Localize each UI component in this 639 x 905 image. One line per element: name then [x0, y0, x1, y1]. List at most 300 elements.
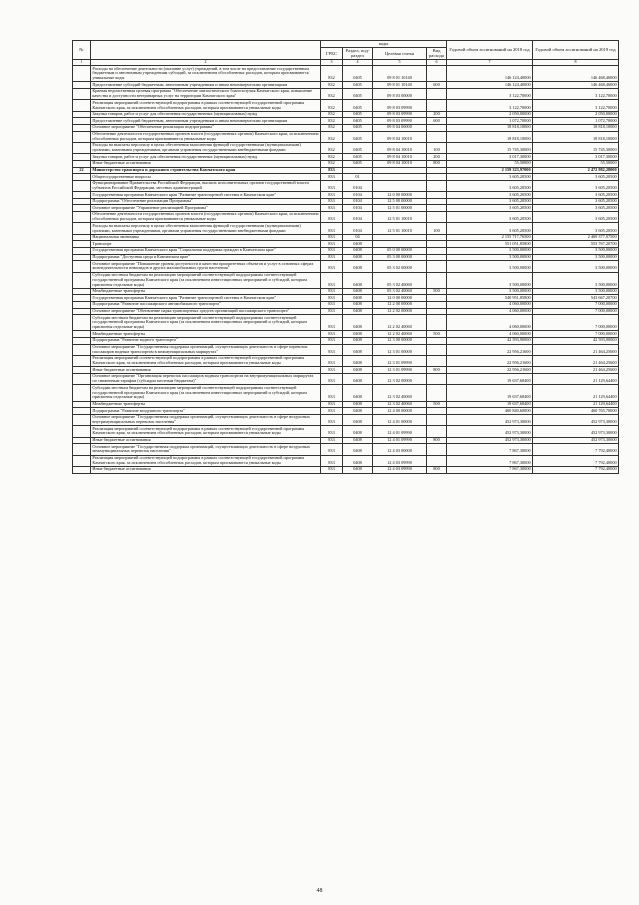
- header-2019: Годовой объем ассигнований на 2019 год: [533, 41, 619, 60]
- row-grbs: 833: [321, 261, 343, 272]
- row-2018: 4 060,00000: [447, 302, 533, 309]
- row-name: Основное мероприятие "Повышение уровня доступности и качества приоритетных объектов и услуг в основных сферах жизнедеятельности инвалидов и других маломобильных групп населения": [91, 261, 321, 272]
- table-row: [73, 356, 619, 367]
- row-tsel: 12 4 03 09990: [373, 467, 427, 474]
- row-2019: 21 129,64400: [533, 401, 619, 408]
- row-num: [73, 180, 91, 191]
- row-grbs: 833: [321, 212, 343, 223]
- table-row: [73, 414, 619, 425]
- row-grbs: 833: [321, 308, 343, 315]
- row-grbs: 833: [321, 455, 343, 466]
- table-row: [73, 426, 619, 437]
- table-row: [73, 308, 619, 315]
- row-grbs: 833: [321, 205, 343, 212]
- row-num: [73, 125, 91, 132]
- row-grbs: 833: [321, 401, 343, 408]
- row-2019: 7 000,00000: [533, 308, 619, 315]
- row-2019: 3 605,20500: [533, 205, 619, 212]
- row-tsel: 05 3 02 40060: [373, 272, 427, 288]
- row-razdel: 0408: [343, 288, 373, 295]
- row-num: [73, 198, 91, 205]
- row-num: [73, 414, 91, 425]
- row-tsel: 12 2 02 40060: [373, 331, 427, 338]
- row-razdel: 0405: [343, 154, 373, 161]
- row-grbs: 833: [321, 223, 343, 234]
- row-2019: 3 605,20500: [533, 192, 619, 199]
- row-vid: [427, 174, 447, 181]
- row-num: [73, 174, 91, 181]
- table-row: [73, 385, 619, 401]
- row-2019: 15 745,30000: [533, 143, 619, 154]
- row-vid: 600: [427, 118, 447, 125]
- row-vid: [427, 356, 447, 367]
- table-row: [73, 154, 619, 161]
- row-tsel: 12 4 03 00000: [373, 444, 427, 455]
- row-name: Закупка товаров, работ и услуг для обеспечения государственных (муниципальных) нужд: [91, 111, 321, 118]
- row-2019: 3 122,70000: [533, 89, 619, 100]
- table-row: [73, 192, 619, 199]
- row-2018: 3 122,70000: [447, 100, 533, 111]
- table-row: [73, 288, 619, 295]
- row-grbs: 833: [321, 408, 343, 415]
- row-name: Государственная программа Камчатского края "Социальная поддержка граждан в Камчатском крае": [91, 248, 321, 255]
- row-name: Предоставление субсидий бюджетным, автономным учреждениям и иным некоммерческим организациям: [91, 82, 321, 89]
- row-razdel: 0408: [343, 302, 373, 309]
- row-razdel: 0104: [343, 223, 373, 234]
- row-name: Подпрограмма "Развитие пассажирского автомобильного транспорта": [91, 302, 321, 309]
- row-vid: 800: [427, 161, 447, 168]
- table-row: [73, 455, 619, 466]
- row-2019: 7 000,00000: [533, 331, 619, 338]
- row-name: Основное мероприятие "Государственная поддержка организаций, осуществляющих деятельность в сфере перевозок пассажиров водным транспортом в межмуниципальных маршрутах": [91, 344, 321, 355]
- row-num: [73, 89, 91, 100]
- row-2018: 15 745,30000: [447, 143, 533, 154]
- row-num: [73, 444, 91, 455]
- row-razdel: 0104: [343, 212, 373, 223]
- row-razdel: 0408: [343, 338, 373, 345]
- row-tsel: 12 3 02 00000: [373, 374, 427, 385]
- budget-table: [72, 40, 619, 474]
- row-num: [73, 261, 91, 272]
- row-name: Реализация мероприятий соответствующей подпрограммы в рамках соответствующей государственной программы Камчатского края, за исключением обособленных расходов, которым присваиваются уникальные коды: [91, 426, 321, 437]
- row-tsel: 09 8 01 10140: [373, 82, 427, 89]
- row-2018: 2 155 717,76500: [447, 234, 533, 241]
- row-name: Основное мероприятие "Обновление парка транспортных средств организаций пассажирского транспорта": [91, 308, 321, 315]
- row-2018: 7 867,30000: [447, 455, 533, 466]
- row-razdel: 0408: [343, 401, 373, 408]
- row-tsel: 09 8 03 00000: [373, 89, 427, 100]
- row-vid: [427, 234, 447, 241]
- row-grbs: 833: [321, 356, 343, 367]
- row-vid: [427, 385, 447, 401]
- row-num: [73, 241, 91, 248]
- row-2018: 460 840,60000: [447, 408, 533, 415]
- table-row: [73, 331, 619, 338]
- row-razdel: 0104: [343, 192, 373, 199]
- row-name: Подпрограмма "Доступная среда в Камчатском крае": [91, 254, 321, 261]
- row-2019: 3 500,00000: [533, 261, 619, 272]
- colnum: 1: [73, 59, 91, 65]
- row-2018: 7 867,30000: [447, 444, 533, 455]
- row-2018: 22 956,21600: [447, 367, 533, 374]
- row-num: [73, 161, 91, 168]
- row-num: [73, 315, 91, 331]
- row-2018: 2 050,00000: [447, 111, 533, 118]
- row-num: [73, 248, 91, 255]
- row-vid: [427, 212, 447, 223]
- row-num: [73, 302, 91, 309]
- header-row-1: [73, 41, 619, 48]
- row-name: Краевая ведомственная целевая программа "Обеспечение эпизоотического благополучия Камчатского края, повышение качества и доступности ветеринарных услуг на территории Камчатского края": [91, 89, 321, 100]
- row-vid: [427, 100, 447, 111]
- row-2018: 7 867,30000: [447, 467, 533, 474]
- table-row: [73, 180, 619, 191]
- row-num: [73, 408, 91, 415]
- header-razdel: Раздел, под-раздел: [343, 47, 373, 59]
- table-row: [73, 223, 619, 234]
- row-grbs: 833: [321, 426, 343, 437]
- row-name: Подпрограмма "Развитие водного транспорта": [91, 338, 321, 345]
- row-vid: [427, 254, 447, 261]
- row-2018: 3 605,20500: [447, 223, 533, 234]
- row-razdel: 0408: [343, 356, 373, 367]
- table-row: [73, 82, 619, 89]
- row-grbs: 833: [321, 272, 343, 288]
- header-grbs: ГРБС: [321, 47, 343, 59]
- colnum: 4: [343, 59, 373, 65]
- row-vid: [427, 444, 447, 455]
- row-tsel: [373, 174, 427, 181]
- row-razdel: 0408: [343, 374, 373, 385]
- row-razdel: 0405: [343, 111, 373, 118]
- row-grbs: 832: [321, 111, 343, 118]
- row-2019: 7 792,40000: [533, 467, 619, 474]
- row-vid: 100: [427, 143, 447, 154]
- row-2018: 4 060,00000: [447, 308, 533, 315]
- row-grbs: 833: [321, 467, 343, 474]
- row-grbs: 833: [321, 367, 343, 374]
- row-2019: 7 000,00000: [533, 315, 619, 331]
- row-vid: [427, 66, 447, 82]
- row-name: Транспорт: [91, 241, 321, 248]
- row-tsel: 05 3 00 00000: [373, 254, 427, 261]
- row-grbs: 833: [321, 385, 343, 401]
- row-razdel: 0408: [343, 455, 373, 466]
- row-razdel: 04: [343, 234, 373, 241]
- row-2019: 42 593,90000: [533, 338, 619, 345]
- table-row: [73, 167, 619, 174]
- row-num: [73, 426, 91, 437]
- row-2019: 2 472 982,28000: [533, 167, 619, 174]
- row-num: [73, 111, 91, 118]
- row-2019: 21 129,64400: [533, 385, 619, 401]
- table-row: [73, 131, 619, 142]
- row-name: Основное мероприятие "Государственная поддержка организаций, осуществляющих деятельность в сфере воздушных межмуниципальных перевозок населения": [91, 444, 321, 455]
- row-2018: 3 605,20500: [447, 180, 533, 191]
- row-tsel: 12 2 00 00000: [373, 302, 427, 309]
- table-row: [73, 401, 619, 408]
- row-2018: 3 500,00000: [447, 248, 533, 255]
- row-tsel: 12 0 00 00000: [373, 192, 427, 199]
- row-2019: 3 500,00000: [533, 248, 619, 255]
- header-vid: Вид расхода: [427, 47, 447, 59]
- row-2019: 452 973,30000: [533, 414, 619, 425]
- row-2018: 551 051,85800: [447, 241, 533, 248]
- row-tsel: 09 8 04 10010: [373, 154, 427, 161]
- row-vid: [427, 426, 447, 437]
- row-vid: 500: [427, 288, 447, 295]
- row-2018: 19 637,68400: [447, 374, 533, 385]
- row-num: [73, 118, 91, 125]
- table-row: [73, 66, 619, 82]
- row-grbs: 832: [321, 161, 343, 168]
- colnum: 5: [373, 59, 427, 65]
- row-num: [73, 212, 91, 223]
- row-tsel: 12 3 02 40060: [373, 385, 427, 401]
- row-tsel: 12 4 01 09990: [373, 426, 427, 437]
- row-2019: 3 605,20500: [533, 180, 619, 191]
- row-num: [73, 82, 91, 89]
- row-grbs: 832: [321, 143, 343, 154]
- row-num: [73, 234, 91, 241]
- row-vid: [427, 248, 447, 255]
- row-2019: 21 464,25600: [533, 344, 619, 355]
- table-row: [73, 118, 619, 125]
- row-2019: 18 818,10000: [533, 131, 619, 142]
- row-name: Основное мероприятие "Обеспечение реализации подпрограммы": [91, 125, 321, 132]
- table-row: [73, 315, 619, 331]
- table-row: [73, 302, 619, 309]
- row-num: [73, 192, 91, 199]
- row-2019: 21 464,25600: [533, 356, 619, 367]
- table-row: [73, 437, 619, 444]
- row-num: [73, 467, 91, 474]
- row-grbs: 833: [321, 174, 343, 181]
- table-row: [73, 234, 619, 241]
- row-razdel: 0104: [343, 180, 373, 191]
- row-name: Иные бюджетные ассигнования: [91, 367, 321, 374]
- row-name: Обеспечение деятельности государственных органов власти (государственных органов) Камчатского края, за исключением обособленных расходов, которым присваиваются уникальные коды: [91, 212, 321, 223]
- row-2018: 3 605,20500: [447, 198, 533, 205]
- row-name: Государственная программа Камчатского края "Развитие транспортной системы в Камчатском крае": [91, 295, 321, 302]
- row-2018: 3 500,00000: [447, 288, 533, 295]
- row-name: Расходы на обеспечение деятельности (оказание услуг) учреждений, в том числе на предоставление государственным бюджетным и автономным учреждениям субсидий, за исключением обособленных расходов, которым присваиваются уникальные коды: [91, 66, 321, 82]
- row-vid: [427, 167, 447, 174]
- row-tsel: 09 8 01 10140: [373, 66, 427, 82]
- row-name: Государственная программа Камчатского края "Развитие транспортной системы в Камчатском крае": [91, 192, 321, 199]
- row-razdel: 0408: [343, 272, 373, 288]
- colnum: 6: [427, 59, 447, 65]
- row-2018: 22 956,21600: [447, 356, 533, 367]
- table-row: [73, 295, 619, 302]
- row-vid: [427, 192, 447, 199]
- row-tsel: 05 3 02 40060: [373, 288, 427, 295]
- row-tsel: 12 3 01 00000: [373, 344, 427, 355]
- row-tsel: 12 5 00 00000: [373, 198, 427, 205]
- row-num: [73, 143, 91, 154]
- row-2018: 18 818,10000: [447, 131, 533, 142]
- row-name: Основное мероприятие "Организация перевозок пассажиров водным транспортом на внутримуниципальных маршрутах по сниженным тарифам (субсидии местным бюджетам)": [91, 374, 321, 385]
- row-razdel: 0405: [343, 118, 373, 125]
- row-name: Реализация мероприятий соответствующей подпрограммы в рамках соответствующей государственной программы Камчатского края, за исключением обособленных расходов, которым присваиваются уникальные коды: [91, 356, 321, 367]
- row-name: Основное мероприятие "Управление реализацией Программы": [91, 205, 321, 212]
- row-vid: [427, 308, 447, 315]
- row-2018: 452 973,30000: [447, 437, 533, 444]
- row-2019: 3 500,00000: [533, 254, 619, 261]
- row-2018: 4 060,00000: [447, 331, 533, 338]
- row-razdel: 01: [343, 174, 373, 181]
- colnum: 3: [321, 59, 343, 65]
- header-2018: Годовой объем ассигнований на 2018 год: [447, 41, 533, 60]
- row-name: Межбюджетные трансферты: [91, 288, 321, 295]
- row-razdel: [343, 167, 373, 174]
- table-row: [73, 408, 619, 415]
- row-grbs: 833: [321, 192, 343, 199]
- row-vid: [427, 205, 447, 212]
- row-2019: 18 818,10000: [533, 125, 619, 132]
- table-row: [73, 444, 619, 455]
- row-2019: 146 468,46000: [533, 82, 619, 89]
- page-number: 48: [316, 888, 323, 894]
- row-vid: [427, 344, 447, 355]
- table-row: [73, 367, 619, 374]
- row-vid: [427, 315, 447, 331]
- row-grbs: 833: [321, 444, 343, 455]
- row-num: [73, 344, 91, 355]
- row-2018: 452 973,30000: [447, 426, 533, 437]
- row-razdel: 0408: [343, 385, 373, 401]
- row-2019: 3 500,00000: [533, 288, 619, 295]
- row-num: [73, 288, 91, 295]
- row-tsel: 12 3 02 40060: [373, 401, 427, 408]
- row-2018: 146 124,40000: [447, 66, 533, 82]
- row-2018: 19 637,68400: [447, 401, 533, 408]
- row-tsel: [373, 167, 427, 174]
- row-tsel: 09 8 04 10010: [373, 131, 427, 142]
- row-razdel: 0405: [343, 143, 373, 154]
- row-name: Межбюджетные трансферты: [91, 401, 321, 408]
- row-2019: 3 122,70000: [533, 100, 619, 111]
- table-row: [73, 254, 619, 261]
- row-num: [73, 374, 91, 385]
- row-2018: 3 500,00000: [447, 261, 533, 272]
- row-name: Предоставление субсидий бюджетным, автономным учреждениям и иным некоммерческим организациям: [91, 118, 321, 125]
- row-tsel: 12 4 01 00000: [373, 414, 427, 425]
- row-tsel: 12 3 01 09990: [373, 356, 427, 367]
- row-tsel: 12 5 01 00000: [373, 205, 427, 212]
- row-2018: 3 017,30000: [447, 154, 533, 161]
- row-name: Подпрограмма "Развитие воздушного транспорта": [91, 408, 321, 415]
- row-grbs: 832: [321, 118, 343, 125]
- row-2019: 460 765,70000: [533, 408, 619, 415]
- row-tsel: [373, 180, 427, 191]
- row-2018: 1 072,70000: [447, 118, 533, 125]
- table-row: [73, 272, 619, 288]
- row-tsel: 12 0 00 00000: [373, 295, 427, 302]
- row-2019: 553 767,20700: [533, 241, 619, 248]
- row-tsel: 05 3 02 00000: [373, 261, 427, 272]
- row-name: Закупка товаров, работ и услуг для обеспечения государственных (муниципальных) нужд: [91, 154, 321, 161]
- row-name: Иные бюджетные ассигнования: [91, 437, 321, 444]
- row-tsel: 05 0 00 00000: [373, 248, 427, 255]
- row-vid: 800: [427, 437, 447, 444]
- row-vid: [427, 125, 447, 132]
- row-grbs: 833: [321, 167, 343, 174]
- row-vid: [427, 455, 447, 466]
- row-vid: [427, 272, 447, 288]
- row-tsel: 09 8 04 00000: [373, 125, 427, 132]
- row-grbs: 833: [321, 180, 343, 191]
- row-name: Функционирование Правительства Российской Федерации, высших исполнительных органов государственной власти субъектов Российской Федерации, местных администраций: [91, 180, 321, 191]
- row-tsel: 09 8 03 09990: [373, 118, 427, 125]
- table-row: [73, 89, 619, 100]
- row-grbs: 832: [321, 125, 343, 132]
- colnum: 2: [91, 59, 321, 65]
- row-grbs: 832: [321, 154, 343, 161]
- row-2018: 42 593,90000: [447, 338, 533, 345]
- row-num: [73, 254, 91, 261]
- row-razdel: 0104: [343, 205, 373, 212]
- row-name: Реализация мероприятий соответствующей подпрограммы в рамках соответствующей государственной программы Камчатского края, за исключением обособленных расходов, которым присваиваются уникальные коды: [91, 100, 321, 111]
- colnum: 8: [533, 59, 619, 65]
- table-row: [73, 261, 619, 272]
- row-tsel: 09 8 04 10010: [373, 143, 427, 154]
- row-name: Расходы на выплаты персоналу в целях обеспечения выполнения функций государственными (муниципальными) органами, казенными учреждениями, органами управления государственными внебюджетными фондами: [91, 143, 321, 154]
- row-vid: [427, 295, 447, 302]
- row-razdel: 0408: [343, 437, 373, 444]
- row-2018: 3 605,20500: [447, 205, 533, 212]
- row-name: Расходы на выплаты персоналу в целях обеспечения выполнения функций государственными (муниципальными) органами, казенными учреждениями, органами управления государственными внебюджетными фондами: [91, 223, 321, 234]
- row-tsel: 12 4 01 09990: [373, 437, 427, 444]
- row-num: 22: [73, 167, 91, 174]
- row-grbs: 833: [321, 414, 343, 425]
- row-razdel: 0104: [343, 198, 373, 205]
- row-vid: [427, 414, 447, 425]
- row-razdel: 0405: [343, 125, 373, 132]
- table-row: [73, 212, 619, 223]
- row-name: Иные бюджетные ассигнования: [91, 161, 321, 168]
- row-2018: 19 637,68400: [447, 385, 533, 401]
- row-razdel: 0408: [343, 414, 373, 425]
- row-num: [73, 154, 91, 161]
- row-vid: 200: [427, 154, 447, 161]
- table-row: [73, 205, 619, 212]
- row-num: [73, 331, 91, 338]
- row-2018: 22 956,21600: [447, 344, 533, 355]
- row-vid: [427, 302, 447, 309]
- row-vid: [427, 180, 447, 191]
- row-tsel: 12 5 01 10010: [373, 212, 427, 223]
- row-num: [73, 100, 91, 111]
- table-row: [73, 198, 619, 205]
- row-grbs: 833: [321, 295, 343, 302]
- row-grbs: 832: [321, 131, 343, 142]
- header-codes: коды: [321, 41, 447, 48]
- header-num: №: [73, 41, 91, 60]
- row-grbs: 833: [321, 254, 343, 261]
- row-2018: 540 951,85800: [447, 295, 533, 302]
- row-grbs: 832: [321, 89, 343, 100]
- row-2018: 146 124,40000: [447, 82, 533, 89]
- row-2019: 452 973,30000: [533, 426, 619, 437]
- row-num: [73, 295, 91, 302]
- header-name: [91, 41, 321, 60]
- row-razdel: 0408: [343, 261, 373, 272]
- row-tsel: 12 3 01 09990: [373, 367, 427, 374]
- row-tsel: 12 2 02 00000: [373, 308, 427, 315]
- row-tsel: 12 4 03 09990: [373, 455, 427, 466]
- row-num: [73, 356, 91, 367]
